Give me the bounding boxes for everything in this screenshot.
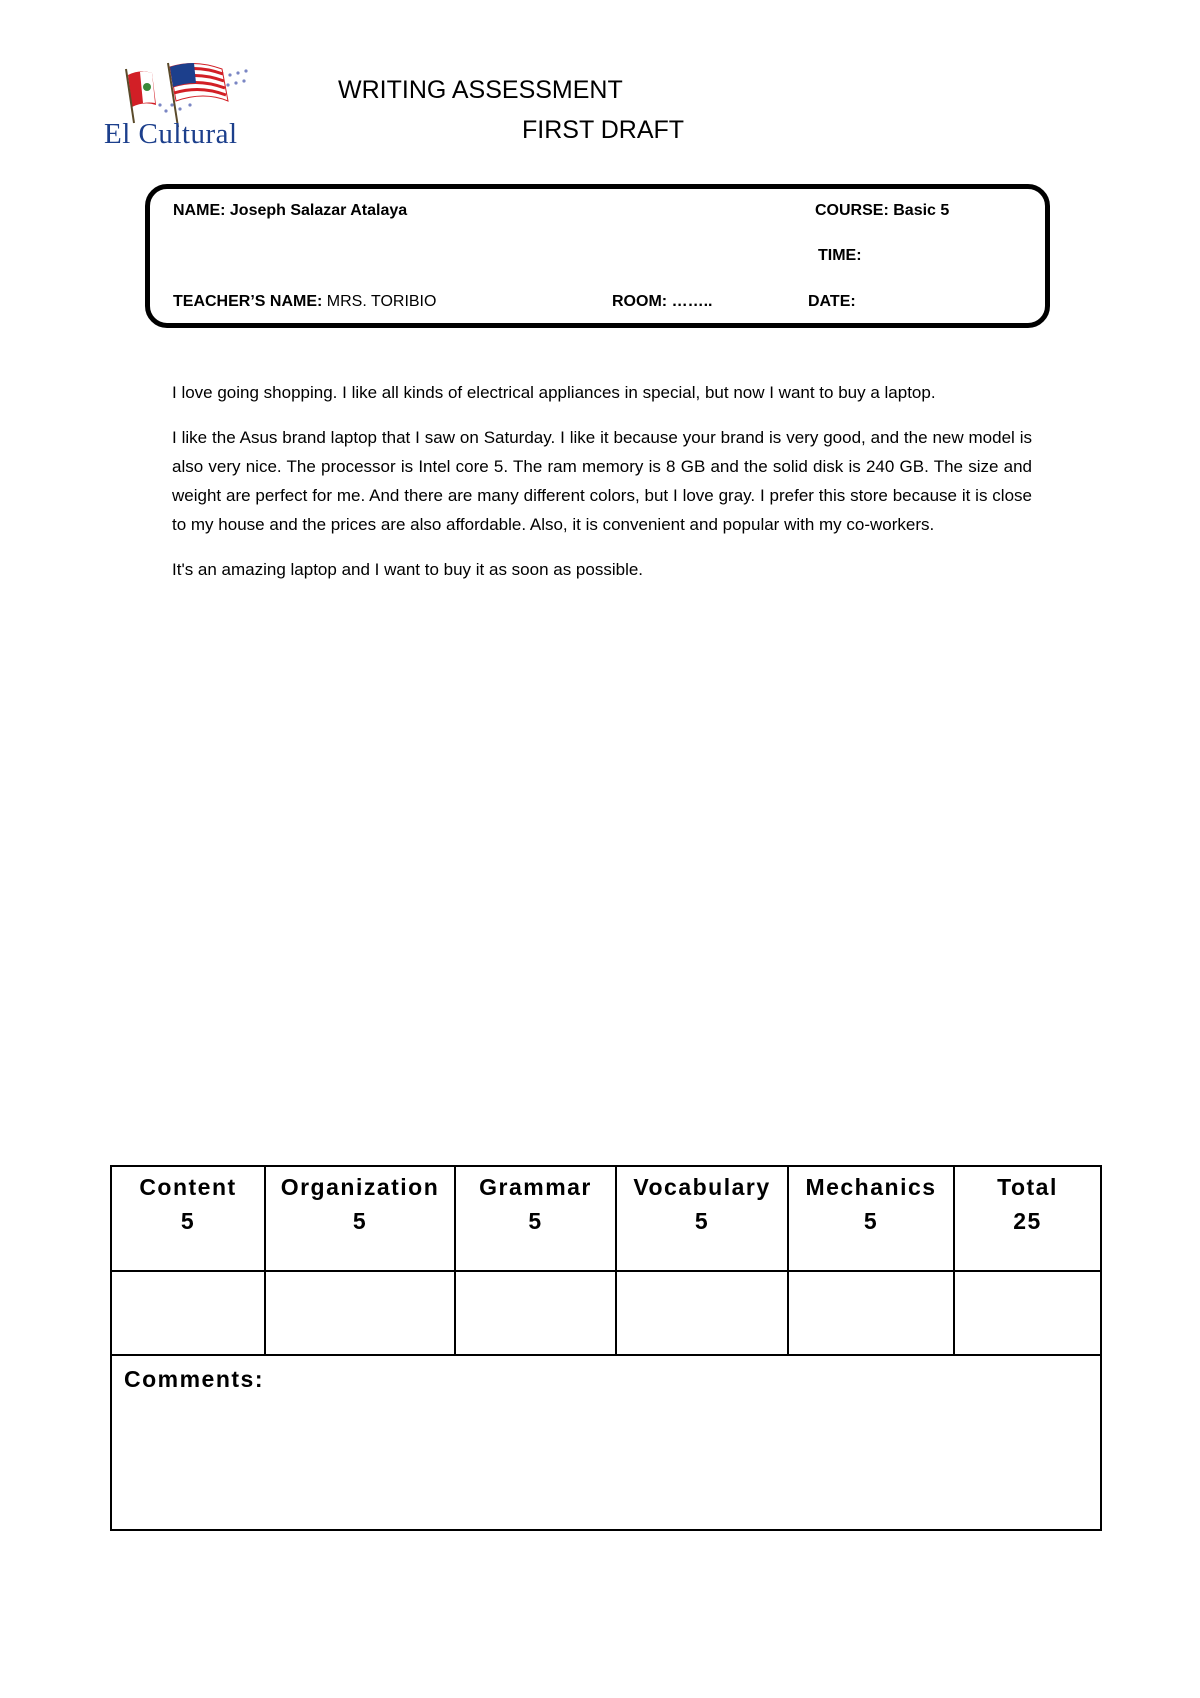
score-cell[interactable] xyxy=(954,1271,1101,1355)
comments-row xyxy=(111,1355,1101,1530)
score-cell[interactable] xyxy=(616,1271,788,1355)
name-field xyxy=(173,202,407,220)
course-field xyxy=(815,202,949,220)
rubric-header-row xyxy=(111,1166,1101,1271)
rubric-header-cell xyxy=(788,1166,954,1271)
course-label: COURSE: xyxy=(815,202,889,219)
criterion-label: Mechanics xyxy=(805,1174,937,1200)
criterion-points: 5 xyxy=(528,1208,543,1234)
page-title: WRITING ASSESSMENT xyxy=(338,76,623,104)
rubric-header-cell xyxy=(265,1166,455,1271)
criterion-points: 5 xyxy=(180,1208,196,1234)
criterion-label: Total xyxy=(997,1174,1058,1200)
name-value: Joseph Salazar Atalaya xyxy=(229,202,408,219)
score-cell[interactable] xyxy=(455,1271,616,1355)
room-value: …….. xyxy=(671,293,713,310)
room-field xyxy=(612,293,712,311)
teacher-label: TEACHER’S NAME: xyxy=(173,293,323,310)
teacher-field xyxy=(173,293,436,311)
score-cell[interactable] xyxy=(111,1271,265,1355)
course-value: Basic 5 xyxy=(893,202,950,219)
room-label: ROOM: xyxy=(612,293,668,310)
rubric-table xyxy=(110,1165,1102,1531)
criterion-label: Content xyxy=(139,1174,237,1200)
time-field xyxy=(818,247,862,265)
criterion-label: Grammar xyxy=(479,1174,592,1200)
rubric-header-cell xyxy=(954,1166,1101,1271)
comments-label: Comments: xyxy=(124,1366,265,1392)
criterion-points: 25 xyxy=(1013,1208,1042,1234)
time-label: TIME: xyxy=(818,247,862,264)
logo-text: El Cultural xyxy=(104,118,238,150)
teacher-value: MRS. TORIBIO xyxy=(326,293,437,310)
peru-flag-icon xyxy=(126,69,156,123)
name-label: NAME: xyxy=(173,202,226,219)
rubric-header-cell xyxy=(455,1166,616,1271)
criterion-points: 5 xyxy=(694,1208,710,1234)
page-subtitle: FIRST DRAFT xyxy=(522,116,685,144)
essay-paragraph: I love going shopping. I like all kinds of electrical appliances in special, but now I want to buy a laptop. xyxy=(172,383,936,402)
criterion-label: Vocabulary xyxy=(633,1174,771,1200)
rubric-header-cell xyxy=(616,1166,788,1271)
rubric-header-cell xyxy=(111,1166,265,1271)
rubric-score-row xyxy=(111,1271,1101,1355)
criterion-points: 5 xyxy=(863,1208,879,1234)
essay-paragraph: I like the Asus brand laptop that I saw on Saturday. I like it because your brand is very good, and the new model is also very nice. The processor is Intel core 5. The ram memory is 8 GB and the solid disk is 240 GB. The size and weight are perfect for me. And there are many different colors, but I love gray. I prefer this store because it is close to my house and the prices are also affordable. Also, it is convenient and popular with my co-workers. xyxy=(172,428,1032,534)
date-label: DATE: xyxy=(808,293,856,310)
date-field xyxy=(808,293,856,311)
essay-body xyxy=(172,378,1032,600)
essay-paragraph: It's an amazing laptop and I want to buy it as soon as possible. xyxy=(172,560,644,579)
criterion-points: 5 xyxy=(352,1208,368,1234)
criterion-label: Organization xyxy=(280,1174,440,1200)
score-cell[interactable] xyxy=(788,1271,954,1355)
score-cell[interactable] xyxy=(265,1271,455,1355)
comments-cell[interactable] xyxy=(111,1355,1101,1530)
